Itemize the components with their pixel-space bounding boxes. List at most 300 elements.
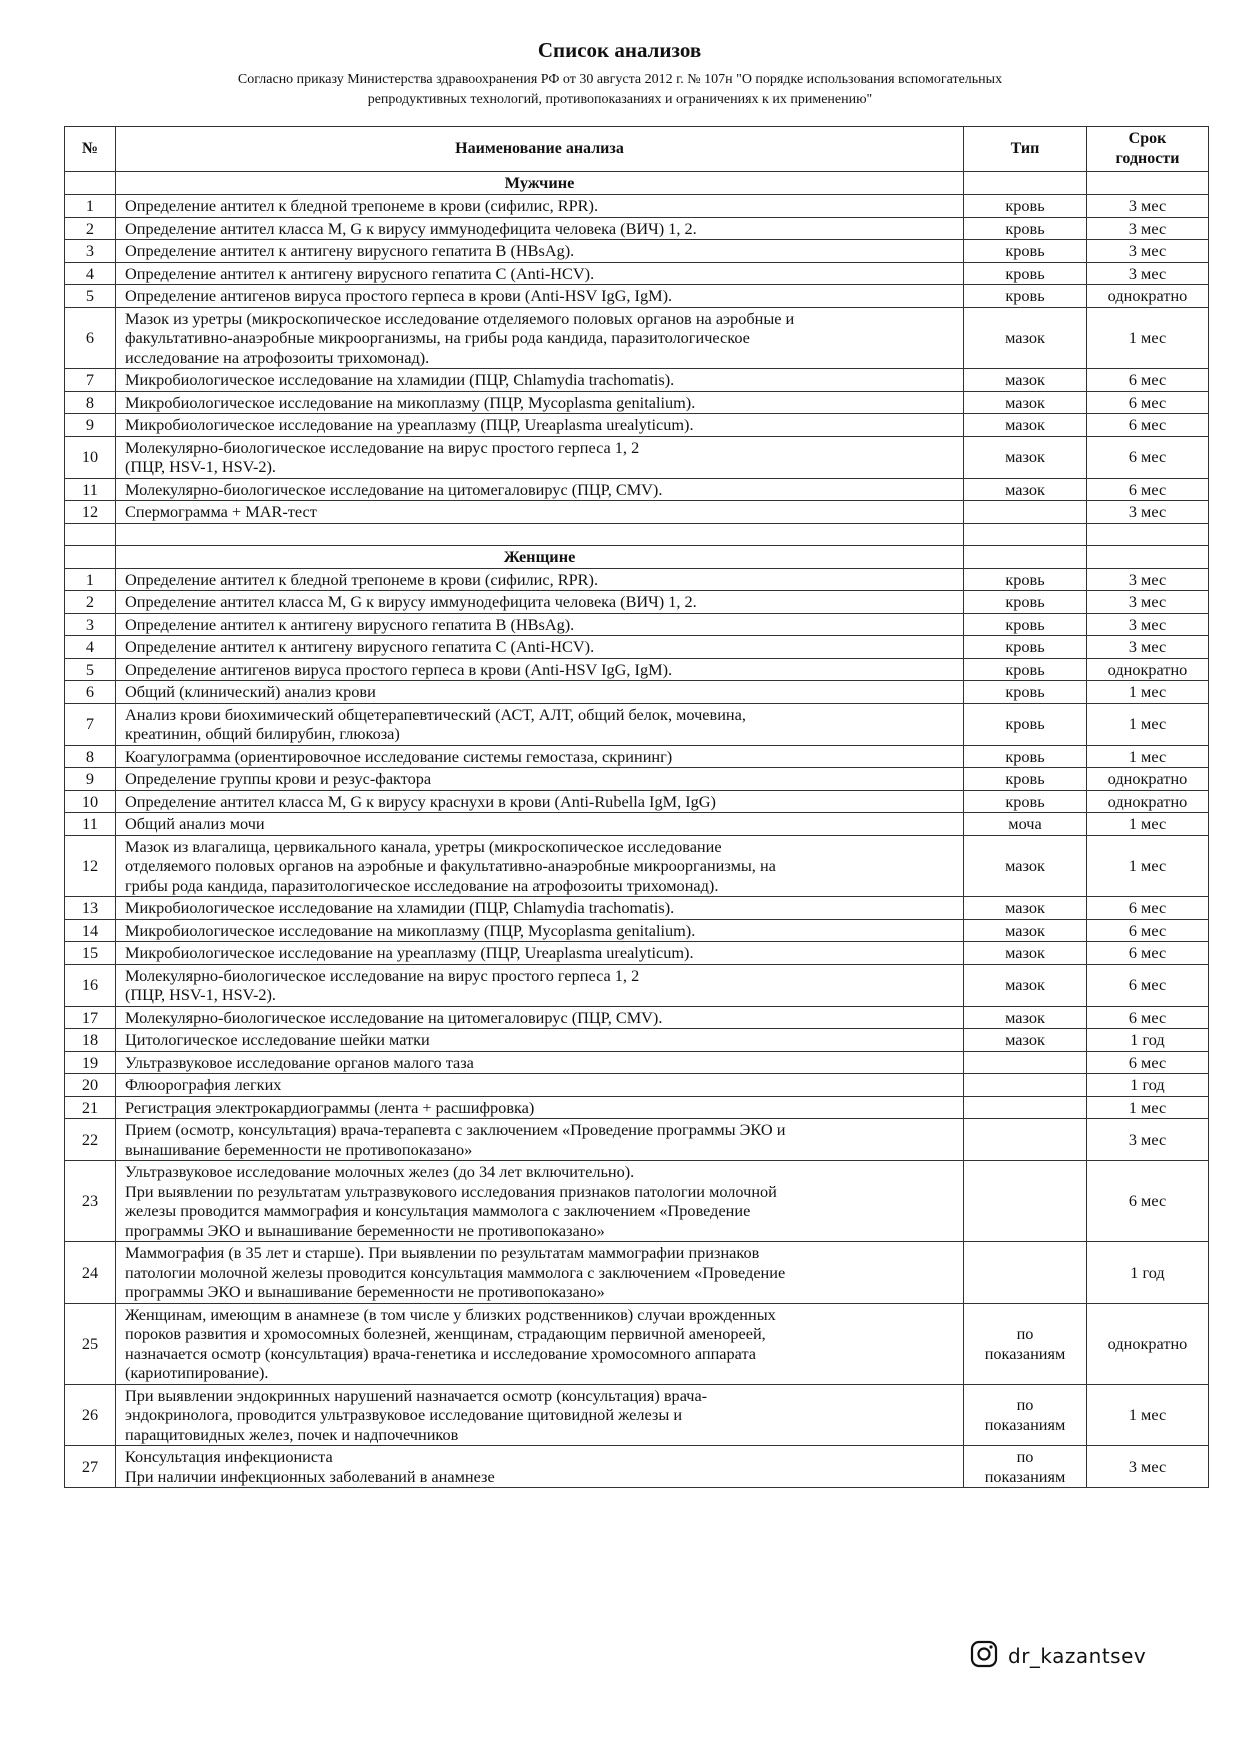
row-number: 18 [65,1029,116,1052]
analysis-name-line: Определение антител к бледной трепонеме в крови (сифилис, RPR). [125,569,599,589]
validity-term: 1 мес [1087,1384,1209,1446]
analysis-name [116,919,964,942]
row-number: 1 [65,195,116,218]
row-number: 2 [65,591,116,614]
sample-type-line: показаниям [984,1414,1066,1434]
analysis-name-line: Микробиологическое исследование на уреаплазму (ПЦР, Ureaplasma urealyticum). [125,943,694,962]
analysis-name-line: Определение антител класса M, G к вирусу иммунодефицита человека (ВИЧ) 1, 2. [125,218,697,238]
sample-type-line: мазок [1005,943,1045,962]
sample-type-line: кровь [1005,241,1045,260]
analysis-name [116,813,964,836]
validity-term: 3 мес [1087,262,1209,285]
subtitle-line: репродуктивных технологий, противопоказаниях и ограничениях к их применению" [367,92,873,107]
validity-term: 1 мес [1087,745,1209,768]
section-row-men [65,172,1209,195]
sample-type [964,1074,1087,1097]
table-row [65,1074,1209,1097]
table-row [65,1006,1209,1029]
row-number: 16 [65,964,116,1006]
row-number: 5 [65,658,116,681]
column-header-term-line: годности [1115,150,1180,167]
analysis-name-line: Микробиологическое исследование на уреаплазму (ПЦР, Ureaplasma urealyticum). [125,415,694,434]
row-number: 6 [65,681,116,704]
analysis-name [116,591,964,614]
sample-type [964,1446,1087,1488]
sample-type [964,1096,1087,1119]
validity-term: 3 мес [1087,240,1209,263]
analysis-name [116,217,964,240]
sample-type-line: кровь [1005,263,1045,283]
analysis-name [116,369,964,392]
analysis-name [116,1051,964,1074]
analysis-name-line: Определение антител класса M, G к вирусу иммунодефицита человека (ВИЧ) 1, 2. [125,592,697,611]
row-number: 26 [65,1384,116,1446]
column-header-num: № [65,127,116,172]
table-row [65,591,1209,614]
sample-type-line: мазок [1005,447,1045,467]
row-number: 19 [65,1051,116,1074]
blank-cell [65,523,116,545]
sample-type [964,285,1087,308]
analysis-name-line: Мазок из влагалища, цервикального канала, уретры (микроскопическое исследование [125,836,722,856]
sample-type [964,591,1087,614]
row-number: 7 [65,703,116,745]
row-number: 3 [65,613,116,636]
analysis-name-line: Прием (осмотр, консультация) врача-терапевта с заключением «Проведение программы ЭКО и [125,1120,786,1139]
analysis-name [116,1161,964,1242]
sample-type [964,1051,1087,1074]
row-number: 11 [65,478,116,501]
analysis-name [116,1074,964,1097]
analysis-name-line: Регистрация электрокардиограммы (лента + расшифровка) [125,1097,535,1117]
analysis-name [116,1096,964,1119]
sample-type [964,262,1087,285]
validity-term: однократно [1087,790,1209,813]
sample-type [964,217,1087,240]
analysis-name [116,636,964,659]
table-row [65,478,1209,501]
row-number: 25 [65,1303,116,1384]
analysis-name-line: Определение антител к антигену вирусного гепатита B (HBsAg). [125,241,575,260]
sample-type-line: кровь [1005,218,1045,238]
sample-type-line: мазок [1005,392,1045,412]
row-number: 4 [65,636,116,659]
sample-type-line: по [1016,1324,1034,1343]
table-row [65,262,1209,285]
validity-term: 3 мес [1087,1119,1209,1161]
section-cell [65,172,116,195]
sample-type [964,1242,1087,1304]
sample-type [964,790,1087,813]
sample-type-line: мазок [1005,479,1045,499]
sample-type-line: кровь [1005,196,1045,215]
validity-term: 3 мес [1087,568,1209,591]
page-title: Список анализов [537,38,702,62]
analysis-name [116,1006,964,1029]
column-header-type: Тип [964,127,1087,172]
analysis-name-line: Определение антител к антигену вирусного гепатита B (HBsAg). [125,614,575,634]
analysis-name-line: Определение антигенов вируса простого герпеса в крови (Anti-HSV IgG, IgM). [125,286,673,305]
sample-type-line: кровь [1005,714,1045,734]
analysis-name-line: исследование на атрофозоиты трихомонад). [125,347,430,367]
analysis-name [116,391,964,414]
row-number: 7 [65,369,116,392]
sample-type [964,658,1087,681]
table-row [65,436,1209,478]
analysis-name [116,195,964,218]
validity-term: однократно [1087,768,1209,791]
analysis-name-line: отделяемого половых органов на аэробные и факультативно-анаэробные микроорганизмы, на [125,856,776,875]
validity-term: 6 мес [1087,478,1209,501]
subtitle-line: Согласно приказу Министерства здравоохранения РФ от 30 августа 2012 г. № 107н "О порядке использования вспомогательных [237,72,1003,87]
row-number: 4 [65,262,116,285]
section-cell [964,172,1087,195]
sample-type-line: кровь [1005,614,1045,634]
analysis-name [116,262,964,285]
validity-term: 1 мес [1087,681,1209,704]
row-number: 2 [65,217,116,240]
sample-type-line: мазок [1005,415,1045,434]
validity-term: 1 мес [1087,813,1209,836]
analysis-name-line: программы ЭКО и вынашивание беременности не противопоказано» [125,1282,605,1301]
analysis-name-line: железы проводится маммография и консультация маммолога с заключением «Проведение [125,1201,751,1220]
blank-cell [116,523,964,545]
analysis-name-line: вынашивание беременности не противопоказано» [125,1139,473,1159]
row-number: 17 [65,1006,116,1029]
sample-type-line: мазок [1005,1030,1045,1049]
sample-type-line: по [1016,1395,1034,1415]
analysis-name-line: Определение антител к антигену вирусного гепатита C (Anti-HCV). [125,263,595,283]
sample-type [964,768,1087,791]
section-cell [65,545,116,568]
validity-term: 3 мес [1087,613,1209,636]
row-number: 8 [65,745,116,768]
analysis-name-line: Ультразвуковое исследование органов малого таза [125,1052,474,1072]
validity-term: 3 мес [1087,195,1209,218]
analysis-name-line: пороков развития и хромосомных болезней, женщинам, страдающим первичной аменореей, [125,1324,766,1343]
analysis-name [116,240,964,263]
table-row [65,391,1209,414]
sample-type [964,613,1087,636]
analysis-name [116,1303,964,1384]
page-subtitle [130,70,1110,110]
table-row [65,768,1209,791]
row-number: 22 [65,1119,116,1161]
analysis-name [116,768,964,791]
validity-term: 3 мес [1087,501,1209,524]
validity-term: 6 мес [1087,369,1209,392]
sample-type-line: по [1016,1447,1034,1466]
sample-type [964,835,1087,897]
analysis-name-line: программы ЭКО и вынашивание беременности не противопоказано» [125,1220,605,1240]
sample-type [964,897,1087,920]
validity-term: 6 мес [1087,1051,1209,1074]
table-row [65,307,1209,369]
analysis-name-line: Молекулярно-биологическое исследование на вирус простого герпеса 1, 2 [125,965,640,985]
analysis-name-line: назначается осмотр (консультация) врача-генетика и исследование хромосомного аппарата [125,1343,756,1363]
validity-term: 1 мес [1087,703,1209,745]
row-number: 20 [65,1074,116,1097]
analysis-name-line: При выявлении эндокринных нарушений назначается осмотр (консультация) врача- [125,1385,708,1405]
analysis-name [116,1242,964,1304]
table-row [65,942,1209,965]
table-row [65,964,1209,1006]
analysis-name-line: (ПЦР, HSV-1, HSV-2). [125,985,277,1004]
row-number: 10 [65,436,116,478]
sample-type-line: кровь [1005,769,1045,788]
validity-term: 1 мес [1087,835,1209,897]
analysis-name-line: Коагулограмма (ориентировочное исследование системы гемостаза, скрининг) [125,746,673,766]
analysis-name [116,1384,964,1446]
section-title-men: Мужчине [116,172,964,195]
analysis-name [116,964,964,1006]
table-row [65,195,1209,218]
row-number: 6 [65,307,116,369]
analysis-name-line: патологии молочной железы проводится консультация маммолога с заключением «Проведение [125,1262,786,1282]
table-row [65,1384,1209,1446]
sample-type-line: кровь [1005,746,1045,766]
row-number: 24 [65,1242,116,1304]
row-number: 9 [65,768,116,791]
table-row [65,681,1209,704]
analysis-name-line: Определение антител класса M, G к вирусу краснухи в крови (Anti-Rubella IgM, IgG) [125,791,716,811]
analysis-name-line: Флюорография легких [125,1075,282,1094]
validity-term: 1 год [1087,1242,1209,1304]
row-number: 21 [65,1096,116,1119]
analysis-name-line: (кариотипирование). [125,1363,269,1382]
analysis-name [116,897,964,920]
analysis-name [116,790,964,813]
analysis-name-line: Общий (клинический) анализ крови [125,682,376,701]
row-number: 13 [65,897,116,920]
row-number: 10 [65,790,116,813]
validity-term: 6 мес [1087,964,1209,1006]
table-header-row [65,127,1209,172]
analysis-name [116,681,964,704]
validity-term: однократно [1087,1303,1209,1384]
sample-type [964,195,1087,218]
sample-type [964,240,1087,263]
analysis-name [116,1446,964,1488]
analysis-name [116,414,964,437]
analysis-name-line: паращитовидных желез, почек и надпочечников [125,1424,459,1444]
table-row [65,835,1209,897]
sample-type [964,1384,1087,1446]
table-row [65,217,1209,240]
analysis-name [116,478,964,501]
table-row [65,1161,1209,1242]
table-row [65,1119,1209,1161]
sample-type [964,964,1087,1006]
row-number: 11 [65,813,116,836]
table-row [65,658,1209,681]
table-row [65,703,1209,745]
analysis-name [116,613,964,636]
validity-term: 6 мес [1087,942,1209,965]
analysis-name-line: факультативно-анаэробные микроорганизмы, на грибы рода кандида, паразитологическое [125,328,750,347]
validity-term: однократно [1087,285,1209,308]
sample-type [964,436,1087,478]
analysis-name-line: Цитологическое исследование шейки матки [125,1030,430,1049]
column-header-term [1087,127,1209,172]
table-row [65,568,1209,591]
table-row [65,1303,1209,1384]
analysis-name-line: Микробиологическое исследование на хламидии (ПЦР, Chlamydia trachomatis). [125,898,675,917]
sample-type [964,703,1087,745]
sample-type-line: показаниям [984,1466,1066,1486]
sample-type-line: мазок [1005,898,1045,917]
sample-type [964,636,1087,659]
row-number: 12 [65,501,116,524]
analysis-name [116,942,964,965]
analysis-name-line: Определение группы крови и резус-фактора [125,769,432,788]
sample-type [964,568,1087,591]
row-number: 15 [65,942,116,965]
sample-type-line: кровь [1005,569,1045,589]
sample-type [964,919,1087,942]
table-row [65,369,1209,392]
blank-cell [964,523,1087,545]
row-number: 5 [65,285,116,308]
validity-term: 6 мес [1087,391,1209,414]
table-row [65,1096,1209,1119]
validity-term: 1 год [1087,1074,1209,1097]
table-row [65,414,1209,437]
analysis-name-line: Микробиологическое исследование на микоплазму (ПЦР, Mycoplasma genitalium). [125,920,696,940]
validity-term: 1 мес [1087,1096,1209,1119]
section-gap [65,523,1209,545]
column-header-term-line: Срок [1128,130,1167,147]
blank-row [65,523,1209,545]
row-number: 12 [65,835,116,897]
sample-type-line: мазок [1005,370,1045,389]
validity-term: 6 мес [1087,897,1209,920]
validity-term: 6 мес [1087,414,1209,437]
analysis-name [116,745,964,768]
sample-type-line: кровь [1005,286,1045,305]
analysis-name-line: Общий анализ мочи [125,814,265,833]
row-number: 23 [65,1161,116,1242]
row-number: 8 [65,391,116,414]
analysis-name-line: Ультразвуковое исследование молочных желез (до 34 лет включительно). [125,1162,635,1181]
analysis-name-line: Определение антител к антигену вирусного гепатита C (Anti-HCV). [125,637,595,656]
sample-type [964,478,1087,501]
analysis-name-line: Молекулярно-биологическое исследование на цитомегаловирус (ПЦР, CMV). [125,479,663,499]
analysis-name [116,835,964,897]
sample-type-line: мазок [1005,1007,1045,1027]
sample-type [964,942,1087,965]
analysis-name [116,703,964,745]
analysis-name-line: Анализ крови биохимический общетерапевтический (АСТ, АЛТ, общий белок, мочевина, [125,704,746,724]
table-row [65,897,1209,920]
sample-type-line: кровь [1005,682,1045,701]
sample-type-line: кровь [1005,659,1045,679]
sample-type [964,1119,1087,1161]
validity-term: 6 мес [1087,1161,1209,1242]
analysis-name [116,568,964,591]
validity-term: 6 мес [1087,1006,1209,1029]
row-number: 14 [65,919,116,942]
sample-type-line: кровь [1005,592,1045,611]
sample-type-line: мазок [1005,975,1045,995]
analysis-name-line: При наличии инфекционных заболеваний в анамнезе [125,1466,495,1486]
analysis-name [116,501,964,524]
sample-type [964,681,1087,704]
blank-cell [1087,523,1209,545]
analysis-name-line: грибы рода кандида, паразитологическое исследование на атрофозоиты трихомонад). [125,875,719,895]
analysis-name-line: Молекулярно-биологическое исследование на цитомегаловирус (ПЦР, CMV). [125,1007,663,1027]
section-row-women [65,545,1209,568]
table-row [65,1051,1209,1074]
column-header-name: Наименование анализа [116,127,964,172]
analysis-name-line: Консультация инфекциониста [125,1447,333,1466]
validity-term: однократно [1087,658,1209,681]
row-number: 27 [65,1446,116,1488]
instagram-icon [970,1640,998,1673]
analysis-name [116,658,964,681]
section-cell [1087,545,1209,568]
sample-type [964,813,1087,836]
sample-type [964,369,1087,392]
sample-type-line: моча [1008,814,1042,833]
analysis-name [116,436,964,478]
sample-type [964,1161,1087,1242]
table-row [65,919,1209,942]
sample-type [964,501,1087,524]
table-row [65,1446,1209,1488]
analysis-name-line: Женщинам, имеющим в анамнезе (в том числе у близких родственников) случаи врожденных [125,1304,776,1324]
analysis-name-line: Мазок из уретры (микроскопическое исследование отделяемого половых органов на аэробные и [125,308,795,328]
table-row [65,613,1209,636]
section-cell [964,545,1087,568]
analysis-name [116,307,964,369]
analysis-name-line: Определение антигенов вируса простого герпеса в крови (Anti-HSV IgG, IgM). [125,659,673,679]
validity-term: 6 мес [1087,919,1209,942]
analysis-name-line: Молекулярно-биологическое исследование на вирус простого герпеса 1, 2 [125,437,640,457]
analysis-name-line: (ПЦР, HSV-1, HSV-2). [125,457,277,476]
validity-term: 3 мес [1087,217,1209,240]
row-number: 1 [65,568,116,591]
table-row [65,636,1209,659]
validity-term: 6 мес [1087,436,1209,478]
analysis-name [116,1029,964,1052]
row-number: 9 [65,414,116,437]
sample-type [964,1006,1087,1029]
analysis-name-line: эндокринолога, проводится ультразвуковое исследование щитовидной железы и [125,1405,683,1424]
validity-term: 1 год [1087,1029,1209,1052]
women-section [65,545,1209,1488]
men-section [65,172,1209,524]
table-row [65,501,1209,524]
table-row [65,285,1209,308]
table-row [65,1029,1209,1052]
sample-type-line: кровь [1005,791,1045,811]
validity-term: 3 мес [1087,1446,1209,1488]
sample-type-line: кровь [1005,637,1045,656]
validity-term: 3 мес [1087,636,1209,659]
table-row [65,813,1209,836]
sample-type-line: мазок [1005,856,1045,875]
analysis-name-line: Микробиологическое исследование на хламидии (ПЦР, Chlamydia trachomatis). [125,370,675,389]
analysis-name-line: При выявлении по результатам ультразвукового исследования признаков патологии молочной [125,1181,777,1201]
section-cell [1087,172,1209,195]
analysis-name-line: Определение антител к бледной трепонеме в крови (сифилис, RPR). [125,196,599,215]
validity-term: 1 мес [1087,307,1209,369]
author-handle: dr_kazantsev [1008,1644,1147,1668]
analysis-name-line: Маммография (в 35 лет и старше). При выявлении по результатам маммографии признаков [125,1243,760,1262]
table-row [65,745,1209,768]
sample-type [964,391,1087,414]
